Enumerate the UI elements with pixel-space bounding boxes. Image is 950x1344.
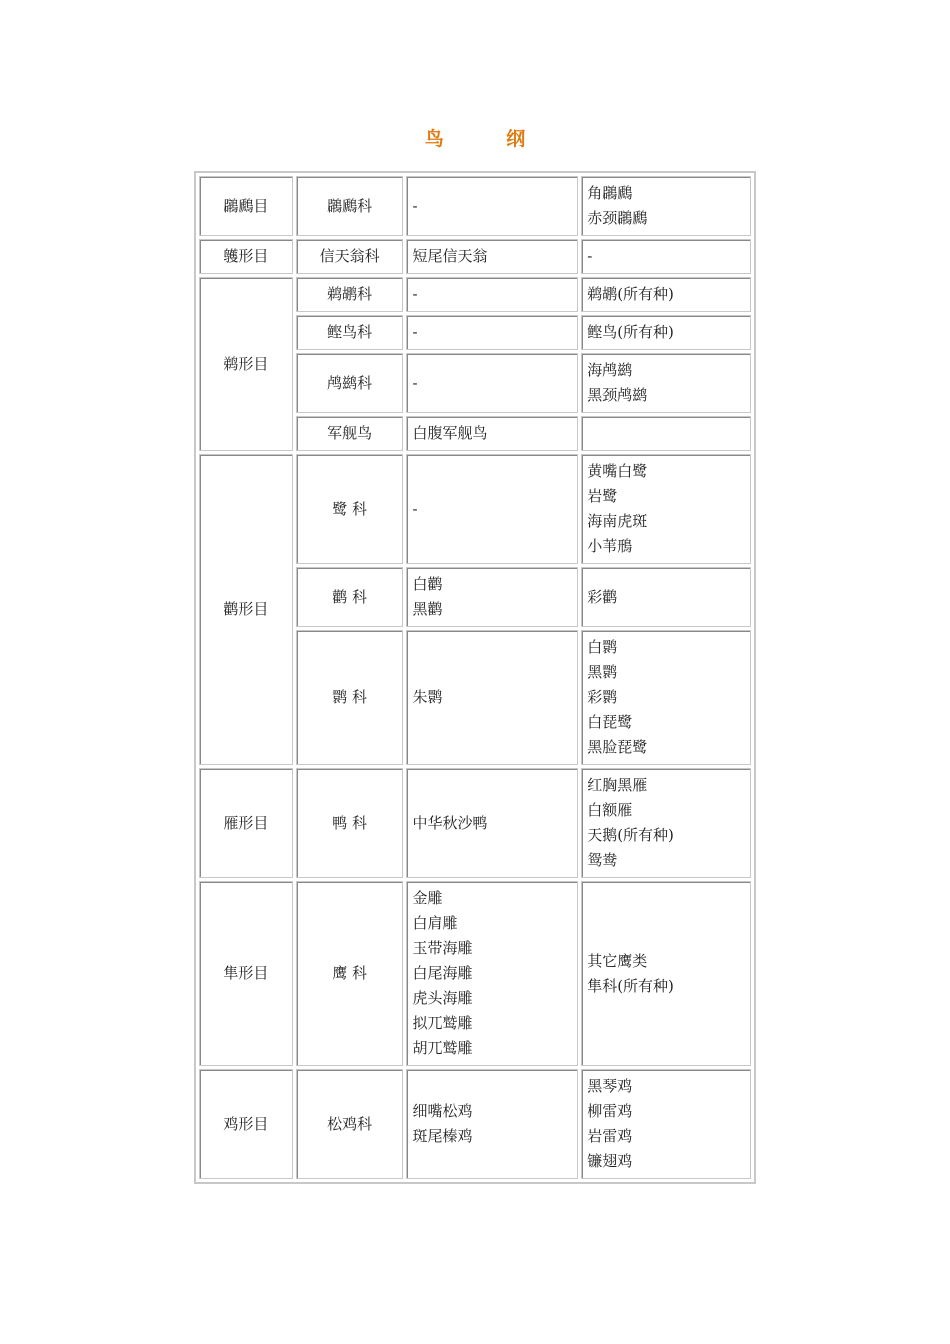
species-name: 柳雷鸡 (587, 1102, 633, 1120)
species-name: 朱鹮 (412, 688, 443, 706)
species-name: 黑琴鸡 (587, 1077, 633, 1095)
species-name: 玉带海雕 (412, 939, 473, 957)
table-row (199, 768, 751, 878)
species-name: - (412, 196, 418, 215)
species-name: 白额雁 (587, 801, 633, 819)
family-cell: 松鸡科 (296, 1069, 404, 1179)
species-name: 隼科(所有种) (587, 976, 674, 995)
table-row (199, 277, 751, 312)
family-cell: 鹮 科 (296, 630, 404, 765)
second-class-cell (581, 768, 751, 878)
species-name: 黑颈鸬鹚 (587, 386, 648, 404)
species-name: 拟兀鹫雕 (412, 1014, 473, 1032)
first-class-cell (406, 239, 578, 274)
second-class-cell (581, 567, 751, 627)
family-cell: 鹰 科 (296, 881, 404, 1066)
species-name: 镰翅鸡 (587, 1152, 633, 1170)
second-class-cell (581, 416, 751, 451)
species-name: 斑尾榛鸡 (412, 1127, 473, 1145)
species-name: 天鹅(所有种) (587, 826, 674, 844)
species-name: - (587, 247, 593, 265)
species-name: 岩雷鸡 (587, 1127, 633, 1145)
order-cell: 鹈形目 (199, 277, 293, 451)
first-class-cell (406, 567, 578, 627)
species-name: 黑脸琵鹭 (587, 738, 648, 756)
species-name: 彩鹮 (587, 688, 618, 706)
first-class-cell (406, 315, 578, 350)
species-name: 白鹳 (412, 575, 443, 593)
species-name: 金雕 (412, 889, 443, 907)
species-name: 赤颈鸊鷉 (587, 209, 648, 227)
species-name: 白鹮 (587, 638, 618, 656)
first-class-cell (406, 277, 578, 312)
table-row (199, 881, 751, 1066)
first-class-cell (406, 768, 578, 878)
family-cell: 鸬鹚科 (296, 353, 404, 413)
species-name: 鲣鸟(所有种) (587, 323, 674, 341)
species-name: 黄嘴白鹭 (587, 462, 648, 480)
first-class-cell (406, 1069, 578, 1179)
species-name: - (412, 285, 418, 303)
first-class-cell (406, 176, 578, 236)
family-cell: 鹳 科 (296, 567, 404, 627)
second-class-cell (581, 454, 751, 564)
species-name: 白肩雕 (412, 914, 458, 932)
family-cell: 鹈鹕科 (296, 277, 404, 312)
family-cell: 鸊鷉科 (296, 176, 404, 236)
species-name: 白琵鹭 (587, 713, 633, 731)
species-name: 海南虎斑 (587, 512, 648, 530)
page-title: 鸟 纲 (424, 128, 554, 150)
species-name: 红胸黑雁 (587, 776, 648, 794)
first-class-cell (406, 630, 578, 765)
species-name: 鸳鸯 (587, 851, 618, 869)
family-cell: 鹭 科 (296, 454, 404, 564)
order-cell: 鹳形目 (199, 454, 293, 765)
order-cell: 雁形目 (199, 768, 293, 878)
family-cell: 鲣鸟科 (296, 315, 404, 350)
species-name: 角鸊鷉 (587, 184, 633, 202)
second-class-cell (581, 630, 751, 765)
family-cell: 鸭 科 (296, 768, 404, 878)
table-row (199, 454, 751, 564)
second-class-cell (581, 353, 751, 413)
species-name: 胡兀鹫雕 (412, 1039, 473, 1057)
species-name: 鹈鹕(所有种) (587, 285, 674, 303)
species-name: 短尾信天翁 (412, 247, 488, 265)
order-cell: 鸡形目 (199, 1069, 293, 1179)
species-name: 白尾海雕 (412, 964, 473, 982)
species-name: 细嘴松鸡 (412, 1102, 473, 1120)
second-class-cell (581, 315, 751, 350)
first-class-cell (406, 416, 578, 451)
family-cell: 信天翁科 (296, 239, 404, 274)
second-class-cell (581, 881, 751, 1066)
table-row (199, 1069, 751, 1179)
table-row (199, 176, 751, 236)
species-name: - (412, 323, 418, 341)
species-name: 其它鹰类 (587, 951, 648, 970)
second-class-cell (581, 1069, 751, 1179)
first-class-cell (406, 353, 578, 413)
species-name: 岩鹭 (587, 487, 618, 505)
species-name: 黑鹮 (587, 663, 618, 681)
second-class-cell (581, 277, 751, 312)
bird-protection-table (194, 171, 756, 1184)
order-cell: 隼形目 (199, 881, 293, 1066)
table-row (199, 239, 751, 274)
order-cell: 鹱形目 (199, 239, 293, 274)
family-cell: 军舰鸟 (296, 416, 404, 451)
species-name: 黑鹳 (412, 600, 443, 618)
first-class-cell (406, 881, 578, 1066)
species-name: - (412, 373, 418, 392)
species-name: 白腹军舰鸟 (412, 424, 488, 442)
species-name: 彩鹳 (587, 587, 618, 606)
species-name: 小苇鳽 (587, 537, 633, 555)
species-name: - (412, 499, 418, 518)
first-class-cell (406, 454, 578, 564)
second-class-cell (581, 239, 751, 274)
order-cell: 鸊鷉目 (199, 176, 293, 236)
second-class-cell (581, 176, 751, 236)
species-name: 中华秋沙鸭 (412, 813, 488, 832)
species-name: 海鸬鹚 (587, 361, 633, 379)
species-name: 虎头海雕 (412, 989, 473, 1007)
